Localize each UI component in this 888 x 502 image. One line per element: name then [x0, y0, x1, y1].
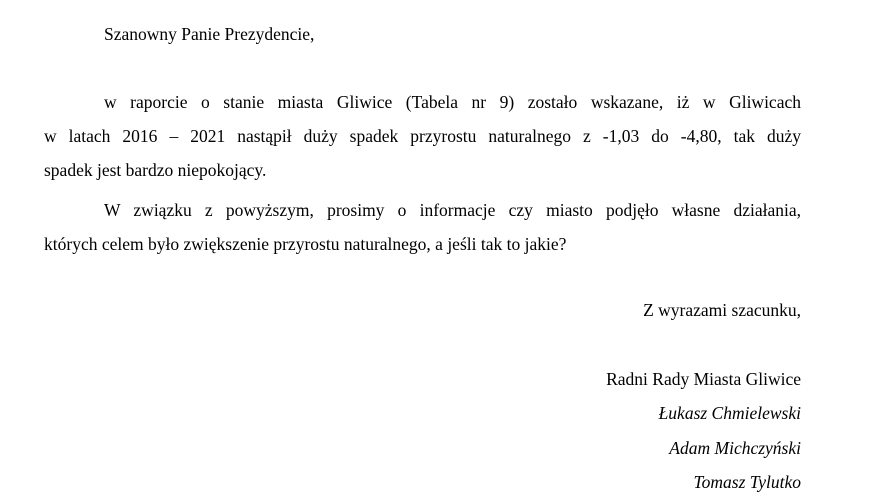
paragraph-2-line-1: W związku z powyższym, prosimy o informacje czy miasto podjęło własne działania,: [104, 200, 801, 220]
paragraph-2-line-2: których celem było zwiększenie przyrostu naturalnego, a jeśli tak to jakie?: [44, 234, 567, 254]
paragraph-1-line-1: w raporcie o stanie miasta Gliwice (Tabela nr 9) zostało wskazane, iż w Gliwicach: [104, 92, 801, 112]
signatory-name: Tomasz Tylutko: [693, 472, 801, 492]
signatory-name: Łukasz Chmielewski: [658, 403, 801, 423]
salutation: Szanowny Panie Prezydencie,: [104, 24, 315, 44]
paragraph-1-line-2: w latach 2016 – 2021 nastąpił duży spadek przyrostu naturalnego z -1,03 do -4,80, tak duży: [44, 126, 801, 146]
signatory-name: Adam Michczyński: [669, 438, 801, 458]
paragraph-1: [44, 92, 801, 194]
signature-heading: Radni Rady Miasta Gliwice: [606, 369, 801, 389]
paragraph-1-line-3: spadek jest bardzo niepokojący.: [44, 160, 267, 180]
closing: Z wyrazami szacunku,: [643, 300, 801, 320]
paragraph-2: [44, 200, 801, 268]
